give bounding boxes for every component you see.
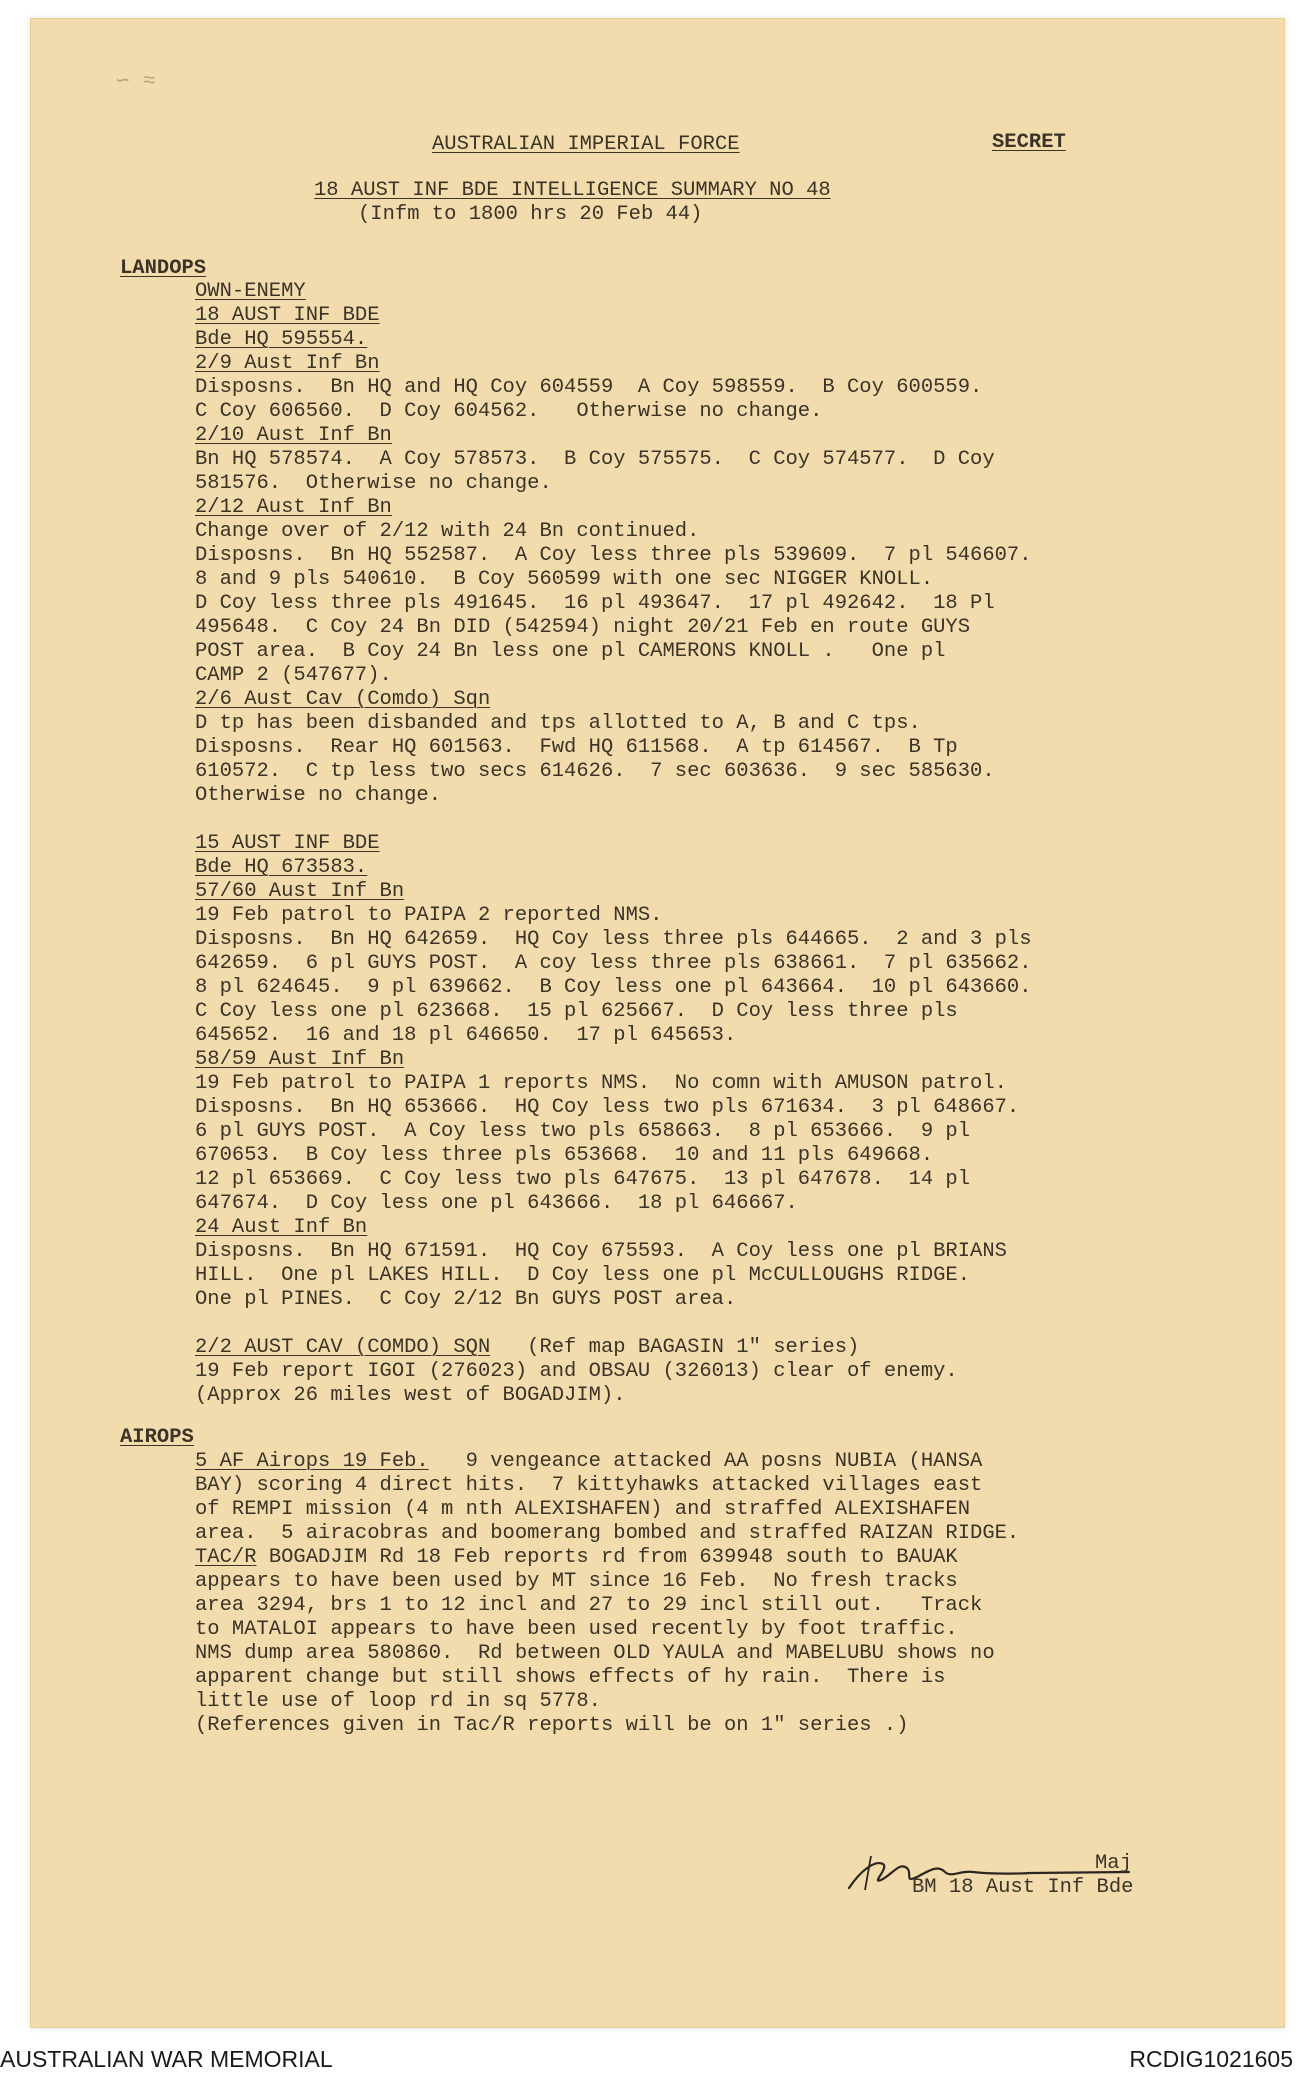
tacr-line: apparent change but still shows effects of hy rain. There is xyxy=(195,1666,946,1689)
bn-57-60-line: C Coy less one pl 623668. 15 pl 625667. D Coy less three pls xyxy=(195,1000,958,1023)
airops-subheading: 5 AF Airops 19 Feb. xyxy=(195,1450,429,1473)
bn-58-59-line: 12 pl 653669. C Coy less two pls 647675. 13 pl 647678. 14 pl xyxy=(195,1168,971,1191)
bn-57-60-title: 57/60 Aust Inf Bn xyxy=(195,880,405,903)
classification-label: SECRET xyxy=(992,131,1066,154)
cav-2-6-line: D tp has been disbanded and tps allotted to A, B and C tps. xyxy=(195,712,921,735)
signatory-appointment: BM 18 Aust Inf Bde xyxy=(912,1876,1134,1899)
tacr-line: area 3294, brs 1 to 12 incl and 27 to 29 incl still out. Track xyxy=(195,1594,983,1617)
bn-58-59-title: 58/59 Aust Inf Bn xyxy=(195,1048,405,1071)
airops-line: 9 vengeance attacked AA posns NUBIA (HANSA xyxy=(428,1450,983,1473)
bn-2-12-line: POST area. B Coy 24 Bn less one pl CAMERONS KNOLL . One pl xyxy=(195,640,946,663)
cav-2-2-title: 2/2 AUST CAV (COMDO) SQN xyxy=(195,1336,491,1359)
bn-2-12-line: CAMP 2 (547677). xyxy=(195,664,392,687)
bn-2-12-line: D Coy less three pls 491645. 16 pl 493647. 17 pl 492642. 18 Pl xyxy=(195,592,995,615)
tacr-line: (References given in Tac/R reports will be on 1" series .) xyxy=(195,1714,909,1737)
signatory-rank: Maj xyxy=(1095,1852,1132,1875)
bn-58-59-line: Disposns. Bn HQ 653666. HQ Coy less two pls 671634. 3 pl 648667. xyxy=(195,1096,1020,1119)
bde15-hq: Bde HQ 673583. xyxy=(195,856,368,879)
document-page xyxy=(30,18,1285,2028)
cav-2-2-map-note: (Ref map BAGASIN 1" series) xyxy=(490,1336,860,1359)
archive-id: RCDIG1021605 xyxy=(1129,2046,1293,2072)
tacr-label: TAC/R xyxy=(195,1546,257,1569)
document-title: AUSTRALIAN IMPERIAL FORCE xyxy=(432,133,740,156)
bn-2-9-line: C Coy 606560. D Coy 604562. Otherwise no change. xyxy=(195,400,823,423)
bn-2-12-title: 2/12 Aust Inf Bn xyxy=(195,496,392,519)
tacr-line: NMS dump area 580860. Rd between OLD YAULA and MABELUBU shows no xyxy=(195,1642,995,1665)
bn-24-line: Disposns. Bn HQ 671591. HQ Coy 675593. A Coy less one pl BRIANS xyxy=(195,1240,1007,1263)
bde15-title: 15 AUST INF BDE xyxy=(195,832,380,855)
bn-2-12-line: 495648. C Coy 24 Bn DID (542594) night 20/21 Feb en route GUYS xyxy=(195,616,971,639)
airops-line: area. 5 airacobras and boomerang bombed and straffed RAIZAN RIDGE. xyxy=(195,1522,1020,1545)
tacr-line: to MATALOI appears to have been used recently by foot traffic. xyxy=(195,1618,958,1641)
tacr-line: appears to have been used by MT since 16 Feb. No fresh tracks xyxy=(195,1570,958,1593)
bde18-title: 18 AUST INF BDE xyxy=(195,304,380,327)
bn-58-59-line: 6 pl GUYS POST. A Coy less two pls 658663. 8 pl 653666. 9 pl xyxy=(195,1120,971,1143)
typed-document xyxy=(30,18,1285,2028)
cav-2-6-line: Otherwise no change. xyxy=(195,784,442,807)
paper-mark: ∽ ≈ xyxy=(116,69,156,94)
bn-58-59-line: 19 Feb patrol to PAIPA 1 reports NMS. No comn with AMUSON patrol. xyxy=(195,1072,1007,1095)
archive-credit: AUSTRALIAN WAR MEMORIAL xyxy=(0,2046,333,2072)
bn-2-9-line: Disposns. Bn HQ and HQ Coy 604559 A Coy 598559. B Coy 600559. xyxy=(195,376,983,399)
bn-58-59-line: 670653. B Coy less three pls 653668. 10 and 11 pls 649668. xyxy=(195,1144,934,1167)
bn-24-line: One pl PINES. C Coy 2/12 Bn GUYS POST area. xyxy=(195,1288,737,1311)
tacr-line: little use of loop rd in sq 5778. xyxy=(195,1690,601,1713)
bn-24-title: 24 Aust Inf Bn xyxy=(195,1216,368,1239)
bn-2-10-line: 581576. Otherwise no change. xyxy=(195,472,552,495)
own-enemy-heading: OWN-ENEMY xyxy=(195,280,306,303)
bn-57-60-line: Disposns. Bn HQ 642659. HQ Coy less three pls 644665. 2 and 3 pls xyxy=(195,928,1032,951)
bn-2-10-title: 2/10 Aust Inf Bn xyxy=(195,424,392,447)
cav-2-6-line: Disposns. Rear HQ 601563. Fwd HQ 611568. A tp 614567. B Tp xyxy=(195,736,958,759)
bn-2-12-line: 8 and 9 pls 540610. B Coy 560599 with one sec NIGGER KNOLL. xyxy=(195,568,934,591)
cav-2-6-line: 610572. C tp less two secs 614626. 7 sec 603636. 9 sec 585630. xyxy=(195,760,995,783)
bn-57-60-line: 645652. 16 and 18 pl 646650. 17 pl 645653. xyxy=(195,1024,737,1047)
bn-2-12-line: Change over of 2/12 with 24 Bn continued. xyxy=(195,520,700,543)
tacr-line: BOGADJIM Rd 18 Feb reports rd from 639948 south to BAUAK xyxy=(256,1546,958,1569)
airops-line: BAY) scoring 4 direct hits. 7 kittyhawks attacked villages east xyxy=(195,1474,983,1497)
summary-period: (Infm to 1800 hrs 20 Feb 44) xyxy=(358,203,703,226)
bn-2-12-line: Disposns. Bn HQ 552587. A Coy less three pls 539609. 7 pl 546607. xyxy=(195,544,1032,567)
bn-2-9-title: 2/9 Aust Inf Bn xyxy=(195,352,380,375)
airops-heading: AIROPS xyxy=(120,1426,194,1449)
cav-2-2-line: (Approx 26 miles west of BOGADJIM). xyxy=(195,1384,626,1407)
bn-58-59-line: 647674. D Coy less one pl 643666. 18 pl 646667. xyxy=(195,1192,798,1215)
bn-57-60-line: 642659. 6 pl GUYS POST. A coy less three pls 638661. 7 pl 635662. xyxy=(195,952,1032,975)
summary-title: 18 AUST INF BDE INTELLIGENCE SUMMARY NO 48 xyxy=(314,179,831,202)
tacr-first-line xyxy=(195,1548,958,1569)
bn-57-60-line: 8 pl 624645. 9 pl 639662. B Coy less one pl 643664. 10 pl 643660. xyxy=(195,976,1032,999)
bn-57-60-line: 19 Feb patrol to PAIPA 2 reported NMS. xyxy=(195,904,663,927)
bn-24-line: HILL. One pl LAKES HILL. D Coy less one pl McCULLOUGHS RIDGE. xyxy=(195,1264,971,1287)
cav-2-2-line: 19 Feb report IGOI (276023) and OBSAU (326013) clear of enemy. xyxy=(195,1360,958,1383)
airops-first-line xyxy=(195,1452,982,1473)
cav-2-6-title: 2/6 Aust Cav (Comdo) Sqn xyxy=(195,688,491,711)
airops-line: of REMPI mission (4 m nth ALEXISHAFEN) and straffed ALEXISHAFEN xyxy=(195,1498,971,1521)
landops-heading: LANDOPS xyxy=(120,257,207,280)
cav-2-2-heading xyxy=(195,1338,859,1359)
bn-2-10-line: Bn HQ 578574. A Coy 578573. B Coy 575575. C Coy 574577. D Coy xyxy=(195,448,995,471)
bde18-hq: Bde HQ 595554. xyxy=(195,328,368,351)
